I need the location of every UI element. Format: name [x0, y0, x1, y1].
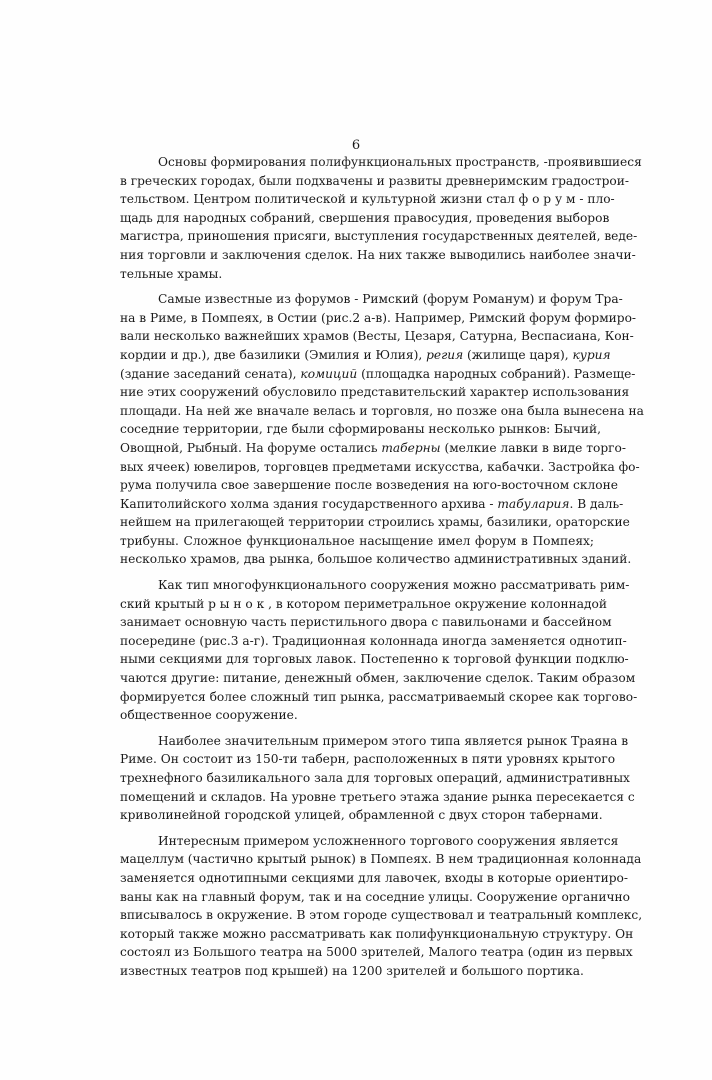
text-line: несколько храмов, два рынка, большое количество административных зданий. — [120, 552, 632, 567]
text-line: ваны как на главный форум, так и на соседние улицы. Сооружение органично — [120, 889, 631, 904]
text-line: Основы формирования полифункциональных пространств, -проявившиеся — [158, 155, 642, 169]
paragraph — [120, 153, 642, 283]
text-line: мацеллум (частично крытый рынок) в Помпеях. В нем традиционная колоннада — [120, 852, 642, 867]
text-line: Риме. Он состоит из 150-ти таберн, расположенных в пяти уровнях крытого — [120, 752, 616, 767]
text-body — [120, 153, 644, 981]
text-line: соседние территории, где были сформированы несколько рынков: Бычий, — [120, 422, 601, 437]
text-line: тельные храмы. — [120, 266, 223, 281]
text-line: вали несколько важнейших храмов (Весты, Цезаря, Сатурна, Веспасиана, Кон- — [120, 329, 634, 344]
text-line: ние этих сооружений обусловило представительский характер использования — [120, 385, 630, 400]
text-line: посередине (рис.3 а-г). Традиционная колоннада иногда заменяется однотип- — [120, 633, 627, 648]
text-line: чаются другие: питание, денежный обмен, заключение сделок. Таким образом — [120, 671, 636, 686]
paragraph — [120, 832, 643, 981]
text-line: общественное сооружение. — [120, 708, 298, 723]
text-line: рума получила свое завершение после возведения на юго-восточном склоне — [120, 478, 618, 493]
text-line: помещений и складов. На уровне третьего этажа здание рынка пересекается с — [120, 789, 635, 804]
text-line: Самые известные из форумов - Римский (форум Романум) и форум Тра- — [158, 292, 623, 307]
page-number: 6 — [351, 138, 361, 153]
text-line: Наиболее значительным примером этого типа является рынок Траяна в — [158, 733, 629, 748]
text-line: состоял из Большого театра на 5000 зрителей, Малого театра (один из первых — [120, 945, 633, 960]
paragraph — [120, 290, 644, 569]
text-line: Капитолийского холма здания государственного архива - табулария. В даль- — [120, 496, 624, 511]
text-line: ский крытый р ы н о к , в котором периметральное окружение колоннадой — [120, 596, 607, 611]
text-line: криволинейной городской улицей, обрамленной с двух сторон табернами. — [120, 808, 603, 823]
text-line: вписывалось в окружение. В этом городе существовал и театральный комплекс, — [120, 908, 643, 923]
text-line: (здание заседаний сената), комиций (площадка народных собраний). Размеще- — [120, 366, 636, 381]
text-line: щадь для народных собраний, свершения правосудия, проведения выборов — [120, 210, 610, 225]
text-line: площади. На ней же вначале велась и торговля, но позже она была вынесена на — [120, 403, 644, 418]
text-line: который также можно рассматривать как полифункциональную структуру. Он — [120, 926, 634, 941]
text-line: нейшем на прилегающей территории строились храмы, базилики, ораторские — [120, 515, 630, 530]
text-line: ния торговли и заключения сделок. На них также выводились наиболее значи- — [120, 247, 636, 262]
text-line: занимает основную часть перистильного двора с павильонами и бассейном — [120, 615, 612, 630]
text-line: тельством. Центром политической и культурной жизни стал ф о р у м - пло- — [120, 192, 615, 207]
text-line: формируется более сложный тип рынка, рассматриваемый скорее как торгово- — [120, 689, 638, 704]
text-line: ными секциями для торговых лавок. Постепенно к торговой функции подклю- — [120, 652, 629, 667]
text-line: на в Риме, в Помпеях, в Остии (рис.2 а-в). Например, Римский форум формиро- — [120, 310, 637, 325]
paragraph — [120, 576, 638, 725]
text-line: Овощной, Рыбный. На форуме остались таберны (мелкие лавки в виде торго- — [120, 440, 626, 455]
text-line: заменяется однотипными секциями для лавочек, входы в которые ориентиро- — [120, 870, 629, 885]
text-line: трибуны. Сложное функциональное насыщение имел форум в Помпеях; — [120, 533, 594, 548]
text-line: кордии и др.), две базилики (Эмилия и Юлия), регия (жилище царя), курия — [120, 347, 611, 362]
text-line: Как тип многофункционального сооружения можно рассматривать рим- — [158, 578, 630, 593]
text-line: трехнефного базиликального зала для торговых операций, административных — [120, 771, 630, 785]
text-line: магистра, приношения присяги, выступления государственных деятелей, веде- — [120, 229, 638, 244]
text-line: известных театров под крышей) на 1200 зрителей и большого портика. — [120, 963, 584, 978]
text-line: в греческих городах, были подхвачены и развиты древнеримским градострои- — [120, 173, 629, 188]
text-line: вых ячеек) ювелиров, торговцев предметами искусства, кабачки. Застройка фо- — [120, 459, 640, 474]
paragraph — [120, 732, 635, 825]
text-line: Интересным примером усложненного торгового сооружения является — [158, 833, 619, 848]
